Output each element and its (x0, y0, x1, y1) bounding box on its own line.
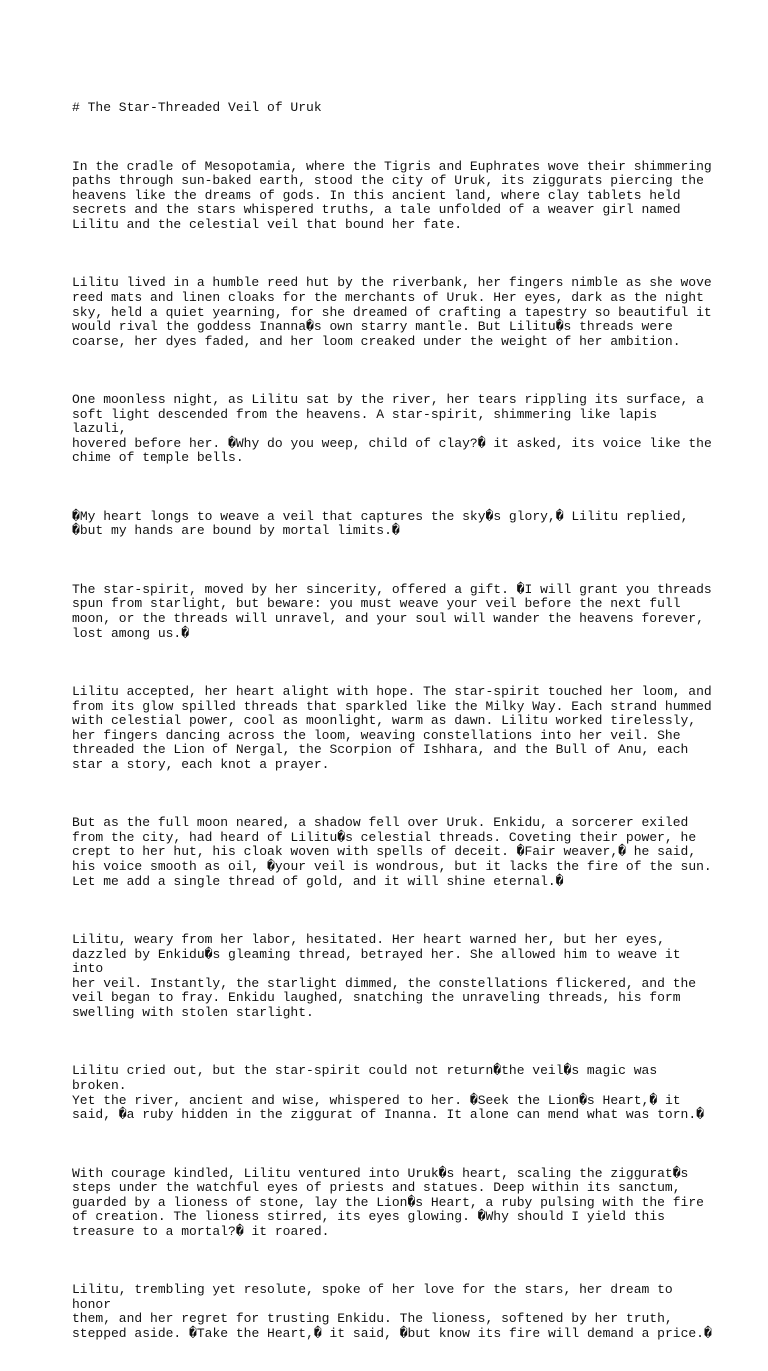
paragraph-9: Lilitu cried out, but the star-spirit could not return�the veil�s magic was broken. Yet the river, ancient and wise, whispered to her. �Seek the Lion�s Heart,� it said, �a ruby hidden in the ziggurat of Inanna. It alone can mend what was torn.� (72, 1063, 704, 1123)
paragraph-6: Lilitu accepted, her heart alight with hope. The star-spirit touched her loom, and from its glow spilled threads that sparkled like the Milky Way. Each strand hummed with celestial power, cool as moonlight, warm as dawn. Lilitu worked tirelessly, her fingers dancing across the loom, weaving constellations into her veil. She threaded the Lion of Nergal, the Scorpion of Ishhara, and the Bull of Anu, each star a story, each knot a prayer. (72, 683, 712, 772)
paragraph-3: One moonless night, as Lilitu sat by the river, her tears rippling its surface, a soft light descended from the heavens. A star-spirit, shimmering like lapis lazuli, hovered before her. �Why do you weep, child of clay?� it asked, its voice like the chime of temple bells. (72, 392, 712, 466)
paragraph-11: Lilitu, trembling yet resolute, spoke of her love for the stars, her dream to honor them, and her regret for trusting Enkidu. The lioness, softened by her truth, stepped aside. �Take the Heart,� it said, �but know its fire will demand a price.� (72, 1282, 712, 1342)
document-heading: # The Star-Threaded Veil of Uruk (72, 100, 322, 116)
paragraph-4: �My heart longs to weave a veil that captures the sky�s glory,� Lilitu replied, �but my hands are bound by mortal limits.� (72, 508, 689, 539)
paragraph-8: Lilitu, weary from her labor, hesitated. Her heart warned her, but her eyes, dazzled by Enkidu�s gleaming thread, betrayed her. She allowed him to weave it into her veil. Instantly, the starlight dimmed, the constellations flickered, and the veil began to fray. Enkidu laughed, snatching the unraveling threads, his form swelling with stolen starlight. (72, 932, 697, 1020)
paragraph-7: But as the full moon neared, a shadow fell over Uruk. Enkidu, a sorcerer exiled from the city, had heard of Lilitu�s celestial threads. Coveting their power, he crept to her hut, his cloak woven with spells of deceit. �Fair weaver,� he said, his voice smooth as oil, �your veil is wondrous, but it lacks the fire of the sun. Let me add a single thread of gold, and it will shine eternal.� (72, 815, 712, 889)
paragraph-2: Lilitu lived in a humble reed hut by the riverbank, her fingers nimble as she wove reed mats and linen cloaks for the merchants of Uruk. Her eyes, dark as the night sky, held a quiet yearning, for she dreamed of crafting a tapestry so beautiful it would rival the goddess Inanna�s own starry mantle. But Lilitu�s threads were coarse, her dyes faded, and her loom creaked under the weight of her ambition. (72, 275, 712, 349)
document-page (72, 72, 712, 1371)
paragraph-5: The star-spirit, moved by her sincerity, offered a gift. �I will grant you threads spun from starlight, but beware: you must weave your veil before the next full moon, or the threads will unravel, and your soul will wander the heavens forever, lost among us.� (72, 581, 712, 641)
paragraph-10: With courage kindled, Lilitu ventured into Uruk�s heart, scaling the ziggurat�s steps under the watchful eyes of priests and statues. Deep within its sanctum, guarded by a lioness of stone, lay the Lion�s Heart, a ruby pulsing with the fire of creation. The lioness stirred, its eyes glowing. �Why should I yield this treasure to a mortal?� it roared. (72, 1165, 704, 1239)
paragraph-1: In the cradle of Mesopotamia, where the Tigris and Euphrates wove their shimmering paths through sun-baked earth, stood the city of Uruk, its ziggurats piercing the heavens like the dreams of gods. In this ancient land, where clay tablets held secrets and the stars whispered truths, a tale unfolded of a weaver girl named Lilitu and the celestial veil that bound her fate. (72, 158, 712, 232)
